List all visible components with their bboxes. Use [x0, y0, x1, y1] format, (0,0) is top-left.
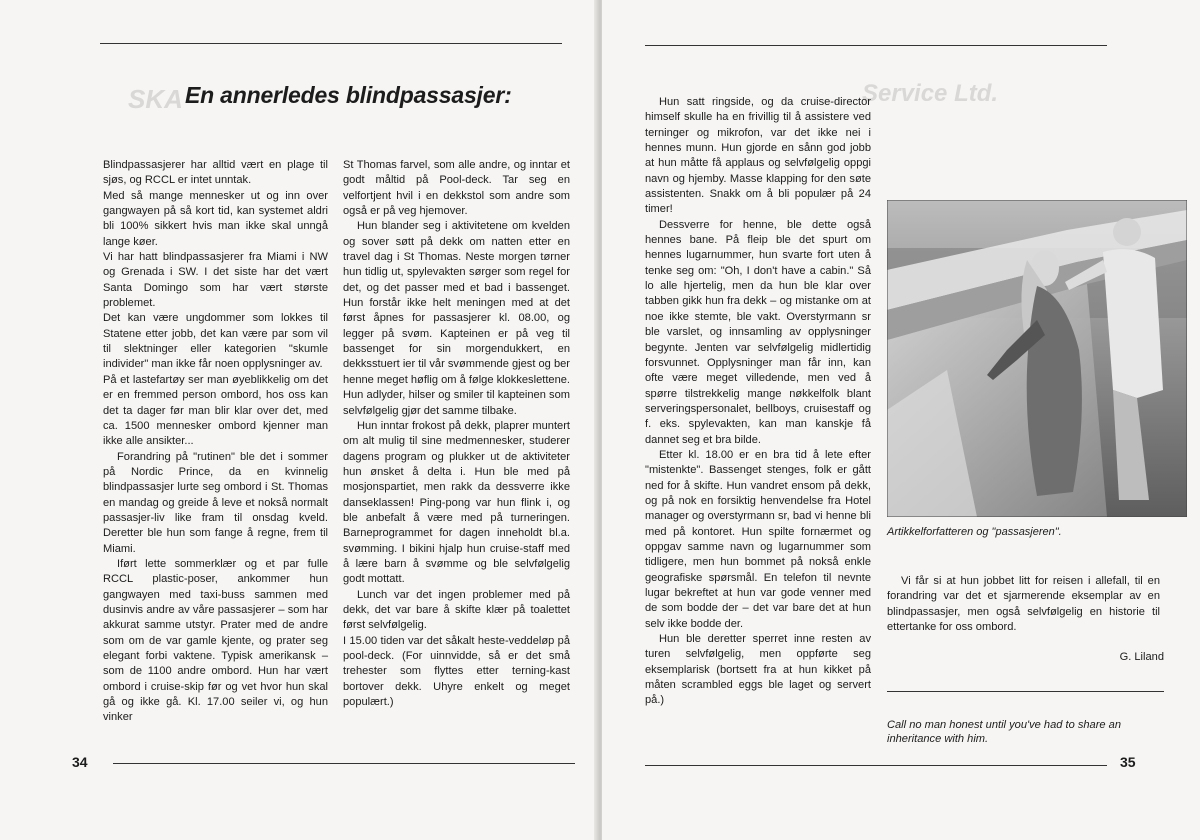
paragraph: Hun inntar frokost på dekk, plaprer muntert om alt mulig til sine medmennesker, studerer dagens program og plukker ut de aktiviteter hun ønsket å delta i. Hun ble med på mosjonspartiet, men rakk da dessverre ikke danseklassen! Ping-pong var hun flink i, og ble anbefalt å være med på turneringen. Barneprogrammet for dagen inneholdt bl.a. svømming. I bikini hjalp hun cruise-staff med å lære barn å svømme og ble selvfølgelig godt mottatt. [343, 419, 570, 586]
paragraph: Hun satt ringside, og da cruise-director himself skulle ha en frivillig til å assistere ved terninger og mikrofon, var det ikke nei i hennes munn. Hun gjorde en sånn god jobb at hun måtte få applaus og selvfølgelig oppgi navn og hjemby. Masse klapping for den søte assistenten. Snakk om å bli populær på 24 timer! [645, 96, 871, 216]
right-column-1 [645, 95, 871, 709]
quote-rule [887, 691, 1164, 692]
paragraph: Det kan være ungdommer som lokkes til Statene etter jobb, det kan være par som vil til slektninger eller kategorien "skumle individer" man ikke får noen opplysninger av. [103, 312, 328, 371]
page-number-right: 35 [1120, 754, 1136, 770]
quote-text: Call no man honest until you've had to share an inheritance with him. [887, 719, 1122, 745]
paragraph: Vi har hatt blindpassasjerer fra Miami i NW og Grenada i SW. I det siste har det vært Santa Domingo som har vært største problemet. [103, 251, 328, 310]
bottom-rule-right [645, 765, 1107, 766]
top-rule-right [645, 45, 1107, 46]
paragraph: Med så mange mennesker ut og inn over gangwayen på så kort tid, kan systemet aldri bli 100% sikkert hvis man ikke skal unngå lange køer. [103, 189, 328, 248]
ghost-show-through-right: Service Ltd. [862, 80, 999, 107]
ghost-show-through-left: SKA [128, 84, 183, 114]
closing-text: Vi får si at hun jobbet litt for reisen i allefall, til en forandring var det et sjarmerende eksemplar av en blindpassasjer, men også selvfølgelig en historie til ettertanke for oss ombord. [887, 575, 1160, 634]
paragraph: Iført lette sommerklær og et par fulle RCCL plastic-poser, ankommer hun gangwayen med taxi-buss sammen med dusinvis andre av våre passasjerer – som har akkurat samme utstyr. Prater med de andre som om de var gamle kjente, og prater seg elegant forbi vaktene. Typisk amerikansk – som de 1100 andre ombord. Hun har vært ombord i cruise-skip før og vet hvor hun skal gå og ikke gå. Kl. 17.00 seiler vi, og hun vinker [103, 557, 328, 724]
paragraph: Forandring på "rutinen" ble det i sommer på Nordic Prince, da en kvinnelig blindpassasjer lurte seg ombord i St. Thomas en mandag og greide å leve et nokså normalt passasjer-liv like fram til onsdag kveld. Deretter ble hun som fange å regne, frem til Miami. [103, 450, 328, 555]
paragraph: I 15.00 tiden var det såkalt heste-veddeløp på pool-deck. (For uinnvidde, så er det små trehester som flyttes etter terning-kast bortover dekk. Uhyre enkelt og meget populært.) [343, 634, 570, 709]
paragraph: Blindpassasjerer har alltid vært en plage til sjøs, og RCCL er intet unntak. [103, 159, 328, 187]
paragraph: Hun blander seg i aktivitetene om kvelden og sover søtt på dekk om natten etter en travel dag i St Thomas. Neste morgen tørner hun tidlig ut, spylevakten sørger som regel for det, og det passer med et bad i bassenget. Hun forstår ikke helt meningen med at det først åpnes for passasjerer kl. 08.00, og legger på svøm. Kapteinen er på veg til bassenget for sin morgendukkert, en dekksstuert ier til vår svømmende gjest og ber henne meget høflig om å følge klokkeslettene. Hun adlyder, hilser og smiler til kapteinen som selvfølgelig gjør det samme tilbake. [343, 220, 570, 417]
author-signature: G. Liland [1119, 651, 1164, 663]
left-column-2 [343, 158, 570, 710]
left-page [0, 0, 598, 840]
paragraph: St Thomas farvel, som alle andre, og inntar et godt måltid på Pool-deck. Tar seg en velfortjent hvil i en dekkstol som andre som også er på veg hjemover. [343, 159, 570, 218]
closing-paragraph [887, 574, 1160, 635]
paragraph: På et lastefartøy ser man øyeblikkelig om det er en fremmed person ombord, hos oss kan det ta dager før man blir klar over det, med ca. 1500 mennesker ombord kjenner man ikke alle ansikter... [103, 373, 328, 448]
article-title: En annerledes blindpassasjer: [185, 82, 512, 108]
paragraph: Dessverre for henne, ble dette også hennes bane. På fleip ble det spurt om hennes lugarnummer, hun svarte fort uten å tenke seg om: "Oh, I don't have a cabin." Så lo alle hjertelig, men da hun ble klar over tabben gikk hun fra dekk – og mistanke om at noe ikke stemte, ble vakt. Overstyrmann sr ble varslet, og innsamling av opplysninger begynte. Jenten var selvfølgelig midlertidig forsvunnet. Opplysninger man får inn, kan ofte være meget villedende, men ved å spørre tilstrekkelig mange nøkkelfolk blant serveringspersonalet, bellboys, cruisestaff og f. eks. spylevakten, kan man kanskje få dannet seg et bra bilde. [645, 218, 871, 446]
paragraph: Lunch var det ingen problemer med på dekk, det var bare å skifte klær på toalettet først selvfølgelig. [343, 588, 570, 632]
article-photo [887, 200, 1187, 517]
top-rule-left [100, 43, 562, 44]
paragraph: Etter kl. 18.00 er en bra tid å lete efter "mistenkte". Bassenget stenges, folk er gått ned for å skifte. Hun vandret ensom på dekk, og på nok en forsiktig henvendelse fra Hotel manager og overstyrmann sr, bad vi henne bli med på kontoret. Hun spilte fornærmet og oppgav samme navn og lugarnummer som tidligere, men hun bommet på nokså enkle geografiske spørsmål. En telefon til nevnte lugar bekreftet at hun var gode venner med de som bodde der – det var bare det at hun selv ikke bodde der. [645, 448, 871, 630]
left-column-1 [103, 158, 328, 726]
photo-image [887, 200, 1187, 517]
page-number-left: 34 [72, 754, 88, 770]
bottom-rule-left [113, 763, 575, 764]
photo-caption: Artikkelforfatteren og "passasjeren". [887, 526, 1062, 538]
paragraph: Hun ble deretter sperret inne resten av turen selvfølgelig, men oppførte seg eksemplarisk (bortsett fra at hun kikket på måten scrambled eggs ble laget og servert på.) [645, 633, 871, 707]
